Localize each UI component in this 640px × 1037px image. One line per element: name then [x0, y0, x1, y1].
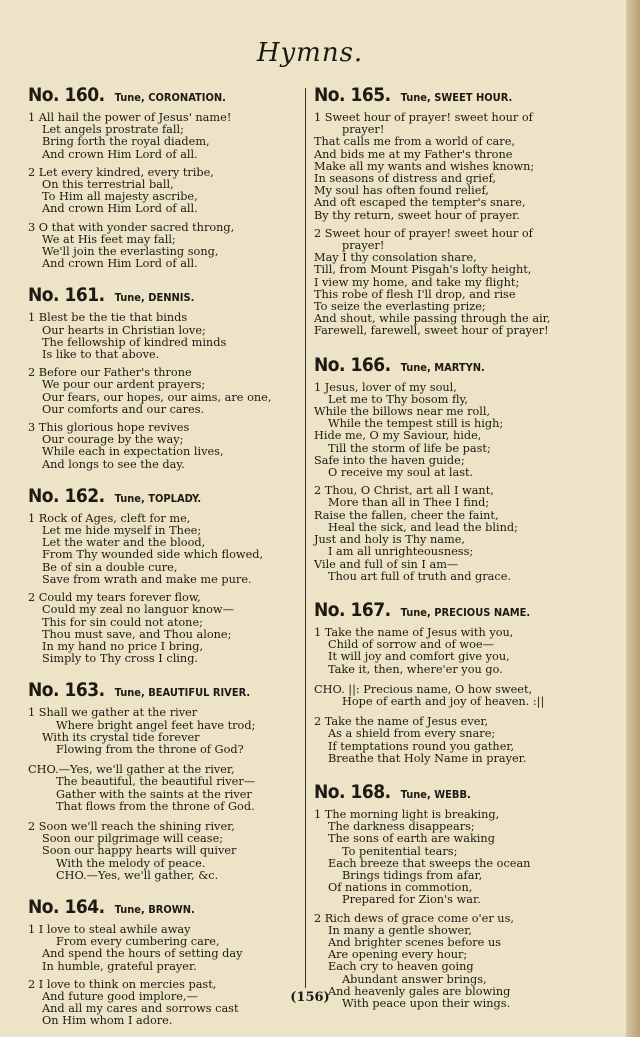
hymn [314, 781, 614, 1010]
hymn-heading [28, 84, 304, 106]
hymn-line: Hide me, O my Saviour, hide, [314, 429, 482, 443]
hymn-line: While the billows near me roll, [314, 405, 491, 419]
hymn-line: Bring forth the royal diadem, [42, 135, 210, 149]
hymn-line: 1 Take the name of Jesus with you, [314, 625, 514, 639]
hymn-line: 3 This glorious hope revives [28, 421, 190, 435]
hymn [28, 679, 304, 882]
hymn-line: We at His feet may fall; [42, 232, 176, 246]
hymn-line: We pour our ardent prayers; [42, 378, 206, 392]
hymn-line: The fellowship of kindred minds [42, 335, 227, 349]
hymn-line: The beautiful, the beautiful river— [56, 775, 256, 789]
hymn-line: Till, from Mount Pisgah's lofty height, [314, 263, 532, 277]
hymn-line: With the melody of peace. [56, 856, 206, 870]
verse [28, 924, 304, 973]
verse [28, 513, 304, 586]
hymn-line: And heavenly gales are blowing [328, 984, 511, 998]
hymn-number: No. 160. [28, 84, 105, 106]
hymn-tune: Tune, TOPLADY. [114, 491, 202, 505]
hymn-line: Flowing from the throne of God? [56, 742, 244, 756]
hymn-line: Each breeze that sweeps the ocean [328, 856, 531, 870]
verse [314, 112, 614, 222]
hymn-line: Of nations in commotion, [328, 881, 473, 895]
hymn-line: And oft escaped the tempter's snare, [314, 196, 526, 210]
hymn-line: Thou must save, and Thou alone; [42, 627, 232, 641]
hymn-line: 2 Rich dews of grace come o'er us, [314, 911, 514, 925]
hymn-line: And shout, while passing through the air, [314, 312, 551, 326]
hymn-line: From Thy wounded side which flowed, [42, 548, 264, 562]
hymn-line: Are opening every hour; [328, 948, 468, 962]
hymn-line: In my hand no price I bring, [42, 639, 204, 653]
hymn [314, 84, 614, 338]
hymn-line: Abundant answer brings, [342, 972, 487, 986]
column-divider [305, 88, 306, 988]
hymn-line: And spend the hours of setting day [42, 947, 243, 961]
hymn-line: O receive my soul at last. [328, 466, 474, 480]
hymn-line: Our hearts in Christian love; [42, 323, 206, 337]
hymn-line: Is like to that above. [42, 348, 160, 362]
hymn-line: As a shield from every snare; [328, 727, 496, 741]
hymn-tune: Tune, MARTYN. [400, 360, 485, 374]
hymn-line: 1 Rock of Ages, cleft for me, [28, 511, 191, 525]
hymn-line: Prepared for Zion's war. [342, 893, 481, 907]
page-number: (156) [290, 990, 330, 1005]
hymn-line: Where bright angel feet have trod; [56, 718, 256, 732]
hymn-line: Thou art full of truth and grace. [328, 569, 512, 583]
hymn-line: Our comforts and our cares. [42, 402, 205, 416]
hymn [28, 896, 304, 1028]
hymn-line: In many a gentle shower, [328, 923, 472, 937]
hymn-line: Save from wrath and make me pure. [42, 572, 252, 586]
hymn-line: Child of sorrow and of woe— [328, 638, 494, 652]
hymn-line: CHO. ||: Precious name, O how sweet, [314, 682, 533, 696]
hymn-line: In seasons of distress and grief, [314, 172, 496, 186]
hymn-number: No. 163. [28, 679, 105, 702]
verse [28, 592, 304, 665]
hymn-line: Hope of earth and joy of heaven. :|| [342, 694, 545, 708]
hymn-line: May I thy consolation share, [314, 251, 477, 265]
verse [28, 821, 304, 882]
hymn-number: No. 168. [314, 780, 391, 803]
hymn-line: And future good implore,— [42, 989, 198, 1003]
hymn-line: While the tempest still is high; [328, 417, 504, 431]
hymn-number: No. 167. [314, 598, 391, 621]
hymn-line: Our courage by the way; [42, 433, 184, 447]
hymn-line: 1 Jesus, lover of my soul, [314, 380, 457, 394]
hymn-line: Let me hide myself in Thee; [42, 524, 202, 538]
hymn-line: 1 I love to steal awhile away [28, 922, 191, 936]
hymn-line: I view my home, and take my flight; [314, 275, 520, 289]
hymn-line: CHO.—Yes, we'll gather, &c. [56, 868, 219, 882]
hymn-line: Vile and full of sin I am— [314, 557, 459, 571]
hymn-line: Each cry to heaven going [328, 960, 474, 974]
hymn-heading [314, 84, 614, 106]
hymn-line: By thy return, sweet hour of prayer. [314, 208, 520, 222]
hymn-line: My soul has often found relief, [314, 184, 489, 198]
hymn-line: And all my cares and sorrows cast [42, 1002, 239, 1016]
hymn-line: With peace upon their wings. [342, 996, 511, 1010]
hymn-line: Let the water and the blood, [42, 536, 206, 550]
verse [28, 422, 304, 471]
hymn-line: On this terrestrial ball, [42, 178, 174, 192]
hymn-line: Could my zeal no languor know— [42, 603, 234, 617]
chorus [28, 764, 304, 813]
hymn-heading [314, 354, 614, 376]
hymn-line: 2 Could my tears forever flow, [28, 591, 201, 605]
hymn [314, 599, 614, 765]
verse [28, 222, 304, 271]
right-column [314, 84, 614, 1010]
hymn-number: No. 164. [28, 895, 105, 918]
verse [28, 367, 304, 416]
hymn-line: prayer! [342, 239, 385, 253]
hymn-number: No. 166. [314, 353, 391, 376]
hymn-line: Be of sin a double cure, [42, 560, 178, 574]
verse [314, 627, 614, 676]
page-edge [626, 0, 640, 1037]
hymn-line: 1 The morning light is breaking, [314, 807, 500, 821]
hymn-line: Brings tidings from afar, [342, 868, 483, 882]
hymn-line: Our fears, our hopes, our aims, are one, [42, 390, 272, 404]
hymn-line: This for sin could not atone; [42, 615, 203, 629]
hymn-line: Raise the fallen, cheer the faint, [314, 508, 499, 522]
hymn-number: No. 165. [314, 84, 391, 106]
hymn-line: 1 All hail the power of Jesus' name! [28, 111, 232, 124]
hymn-line: prayer! [342, 123, 385, 137]
hymn-line: And crown Him Lord of all. [42, 257, 198, 271]
hymn-line: Till the storm of life be past; [328, 441, 491, 455]
verse [314, 485, 614, 583]
hymn-line: Safe into the haven guide; [314, 453, 465, 467]
hymn-heading [28, 284, 304, 306]
hymn-line: And brighter scenes before us [328, 935, 502, 949]
hymn-line: And bids me at my Father's throne [314, 147, 513, 161]
hymn-line: From every cumbering care, [56, 935, 220, 949]
verse [314, 228, 614, 338]
hymn-line: Breathe that Holy Name in prayer. [328, 751, 527, 765]
hymn-line: 1 Blest be the tie that binds [28, 311, 188, 325]
hymn-number: No. 162. [28, 484, 105, 507]
hymn-line: Make all my wants and wishes known; [314, 159, 535, 173]
hymn-tune: Tune, DENNIS. [114, 291, 195, 305]
verse [28, 112, 304, 161]
hymn-line: 2 Sweet hour of prayer! sweet hour of [314, 226, 533, 240]
hymn-line: And crown Him Lord of all. [42, 202, 198, 216]
chorus [314, 684, 614, 708]
hymn-tune: Tune, CORONATION. [114, 91, 226, 104]
hymn-number: No. 161. [28, 284, 105, 307]
hymn-line: In humble, grateful prayer. [42, 959, 197, 973]
hymn-line: Soon our pilgrimage will cease; [42, 832, 224, 846]
hymn-line: To penitential tears; [342, 844, 458, 858]
hymn-heading [28, 485, 304, 507]
page-header: Hymns. [256, 38, 364, 68]
hymn-line: The sons of earth are waking [328, 832, 495, 846]
hymn-line: Farewell, farewell, sweet hour of prayer! [314, 324, 549, 338]
hymn-tune: Tune, BROWN. [114, 902, 195, 916]
hymn-line: Let me to Thy bosom fly, [328, 392, 468, 406]
hymn-line: And crown Him Lord of all. [42, 147, 198, 161]
hymn-line: More than all in Thee I find; [328, 496, 490, 510]
hymn-heading [314, 781, 614, 803]
hymn-line: I am all unrighteousness; [328, 545, 474, 559]
hymn [28, 485, 304, 665]
hymn-line: On Him whom I adore. [42, 1014, 173, 1028]
hymn-line: 1 Sweet hour of prayer! sweet hour of [314, 111, 533, 124]
hymn-line: While each in expectation lives, [42, 445, 224, 459]
left-column [28, 84, 304, 1028]
hymn-line: 3 O that with yonder sacred throng, [28, 220, 235, 234]
hymn [314, 354, 614, 583]
hymn-line: This robe of flesh I'll drop, and rise [314, 287, 516, 301]
hymn-line: 2 Thou, O Christ, art all I want, [314, 484, 494, 498]
hymn-line: 2 I love to think on mercies past, [28, 977, 217, 991]
hymn-heading [28, 896, 304, 918]
hymn [28, 284, 304, 470]
hymn-line: CHO.—Yes, we'll gather at the river, [28, 763, 235, 777]
hymn [28, 84, 304, 270]
hymn-line: Heal the sick, and lead the blind; [328, 520, 518, 534]
hymn-tune: Tune, WEBB. [400, 787, 471, 801]
hymn-line: 1 Shall we gather at the river [28, 706, 198, 720]
hymn-line: Take it, then, where'er you go. [328, 662, 503, 676]
hymn-line: To seize the everlasting prize; [314, 300, 486, 314]
hymn-line: That flows from the throne of God. [56, 799, 255, 813]
hymn-line: Gather with the saints at the river [56, 787, 252, 801]
hymn-line: That calls me from a world of care, [314, 135, 515, 149]
hymn-line: 2 Soon we'll reach the shining river, [28, 819, 235, 833]
verse [28, 312, 304, 361]
hymn-line: To Him all majesty ascribe, [42, 190, 198, 204]
hymn-heading [28, 679, 304, 701]
hymn-line: Just and holy is Thy name, [314, 533, 466, 547]
verse [28, 707, 304, 756]
hymn-line: With its crystal tide forever [42, 730, 200, 744]
hymn-line: If temptations round you gather, [328, 739, 515, 753]
hymn-line: It will joy and comfort give you, [328, 650, 510, 664]
verse [28, 167, 304, 216]
hymn-tune: Tune, SWEET HOUR. [400, 91, 513, 104]
hymn-line: Simply to Thy cross I cling. [42, 652, 199, 666]
hymn-line: We'll join the everlasting song, [42, 245, 219, 259]
verse [314, 716, 614, 765]
hymn-line: 2 Let every kindred, every tribe, [28, 165, 214, 179]
hymn-line: Soon our happy hearts will quiver [42, 844, 237, 858]
hymn-tune: Tune, PRECIOUS NAME. [400, 605, 531, 619]
hymn-tune: Tune, BEAUTIFUL RIVER. [114, 686, 251, 700]
hymn-heading [314, 599, 614, 621]
hymn-line: The darkness disappears; [328, 820, 475, 834]
verse [314, 809, 614, 907]
hymn-line: And longs to see the day. [42, 457, 185, 471]
hymn-line: 2 Before our Father's throne [28, 366, 192, 380]
hymn-line: 2 Take the name of Jesus ever, [314, 715, 489, 729]
verse [314, 382, 614, 480]
hymn-line: Let angels prostrate fall; [42, 123, 184, 137]
